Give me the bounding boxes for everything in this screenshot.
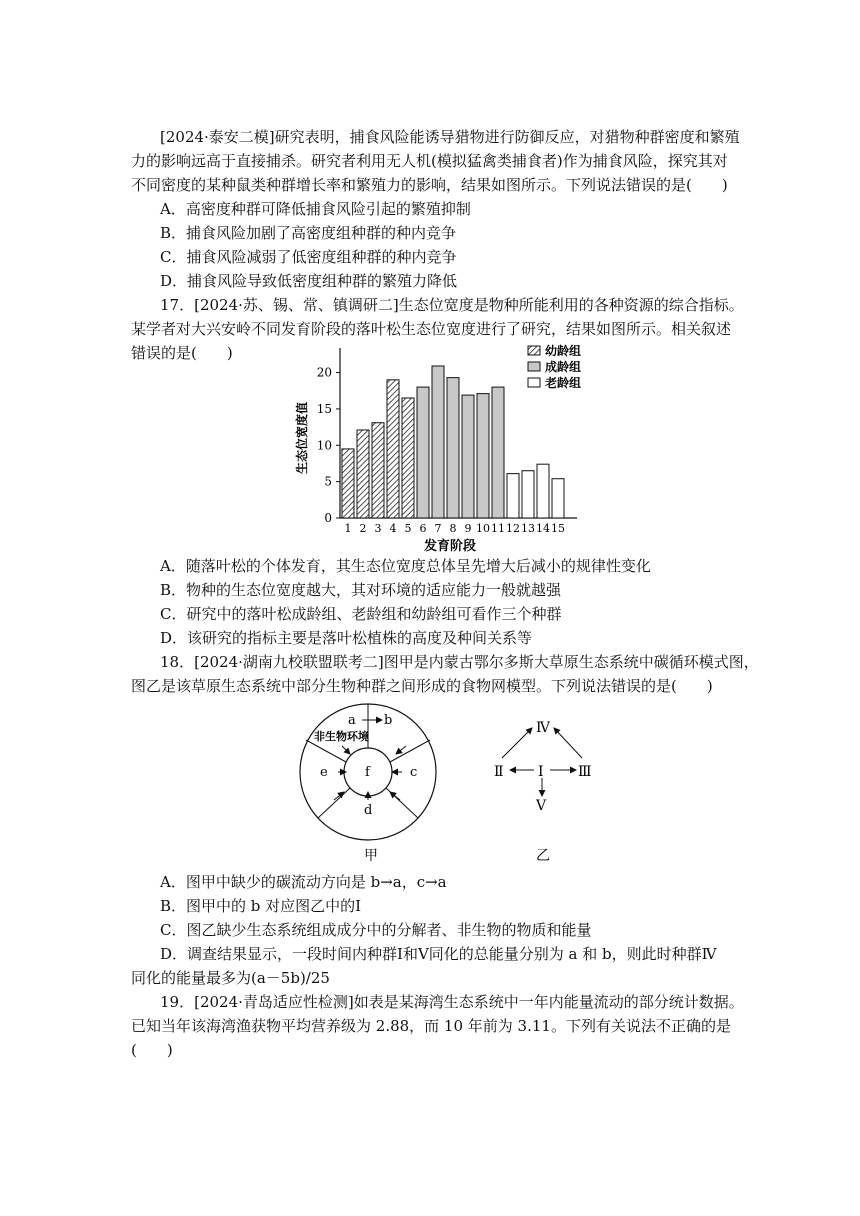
- q18-option-d-cont: 同化的能量最多为(a－5b)/25: [131, 969, 330, 987]
- bar-2: [357, 430, 369, 518]
- x-tick-label: 13: [521, 522, 535, 535]
- q16-option-a: A．高密度种群可降低捕食风险引起的繁殖抑制: [160, 200, 471, 218]
- node-i-label: Ⅰ: [538, 764, 544, 780]
- node-iii-label: Ⅲ: [578, 764, 592, 780]
- x-tick-label: 1: [344, 522, 352, 535]
- y-tick-label: 0: [324, 511, 332, 525]
- legend-swatch: [528, 378, 540, 387]
- legend-swatch: [528, 362, 540, 371]
- x-tick-label: 5: [404, 522, 412, 535]
- legend-label: 老龄组: [545, 376, 582, 390]
- x-tick-label: 12: [506, 522, 520, 535]
- x-tick-label: 15: [551, 522, 565, 535]
- bar-15: [552, 479, 564, 518]
- q17-stem-line: 某学者对大兴安岭不同发育阶段的落叶松生态位宽度进行了研究，结果如图所示。相关叙述: [131, 320, 732, 338]
- node-v-label: Ⅴ: [536, 798, 547, 814]
- bar-14: [537, 464, 549, 518]
- q18-option-d: D．调查结果显示，一段时间内种群Ⅰ和Ⅴ同化的总能量分别为 a 和 b，则此时种群Ⅳ: [160, 945, 717, 963]
- q19-stem-line: 19．[2024·青岛适应性检测]如表是某海湾生态系统中一年内能量流动的部分统计数据。: [160, 993, 744, 1011]
- node-ii-label: Ⅱ: [494, 764, 504, 780]
- node-b-label: b: [384, 713, 393, 728]
- q16-stem-line: 力的影响远高于直接捕杀。研究者利用无人机(模拟猛禽类捕食者)作为捕食风险，探究其对: [131, 152, 728, 170]
- x-tick-label: 8: [449, 522, 457, 535]
- abiotic-env-label: 非生物环境: [314, 730, 369, 743]
- node-d-label: d: [364, 803, 373, 818]
- q16-stem-line: 不同密度的某种鼠类种群增长率和繁殖力的影响，结果如图所示。下列说法错误的是( ): [131, 176, 728, 194]
- bar-4: [387, 380, 399, 518]
- node-f-label: f: [365, 765, 370, 780]
- node-c-label: c: [410, 765, 418, 780]
- q17-stem-line: 错误的是( ): [131, 344, 233, 362]
- food-web-diagram: [490, 710, 600, 866]
- node-a-label: a: [348, 713, 356, 728]
- bar-3: [372, 423, 384, 518]
- carbon-cycle-diagram: [290, 700, 460, 866]
- x-tick-label: 9: [464, 522, 472, 535]
- x-tick-label: 2: [359, 522, 367, 535]
- bar-11: [492, 387, 504, 518]
- q17-option-d: D．该研究的指标主要是落叶松植株的高度及种间关系等: [160, 629, 533, 647]
- q17-option-a: A．随落叶松的个体发育，其生态位宽度总体呈先增大后减小的规律性变化: [160, 557, 651, 575]
- y-axis-label: 生态位宽度值: [295, 401, 309, 475]
- bar-6: [417, 387, 429, 518]
- q16-stem-line: [2024·泰安二模]研究表明，捕食风险能诱导猎物进行防御反应，对猎物种群密度和繁殖: [160, 128, 740, 146]
- bar-7: [432, 366, 444, 518]
- x-tick-label: 3: [374, 522, 382, 535]
- q17-option-c: C．研究中的落叶松成龄组、老龄组和幼龄组可看作三个种群: [160, 605, 562, 623]
- q18-option-c: C．图乙缺少生态系统组成成分中的分解者、非生物的物质和能量: [160, 921, 592, 939]
- y-tick-label: 15: [316, 401, 332, 416]
- x-tick-label: 11: [491, 522, 505, 535]
- q17-stem-line: 17．[2024·苏、锡、常、镇调研二]生态位宽度是物种所能利用的各种资源的综合指标。: [160, 296, 744, 314]
- niche-width-bar-chart: [290, 338, 610, 552]
- bar-1: [342, 449, 354, 518]
- q16-option-b: B．捕食风险加剧了高密度组种群的种内竞争: [160, 224, 457, 242]
- x-tick-label: 10: [476, 522, 490, 535]
- bar-5: [402, 398, 414, 518]
- x-axis-label: 发育阶段: [423, 539, 477, 552]
- q19-stem-line: 已知当年该海湾渔获物平均营养级为 2.88，而 10 年前为 3.11。下列有关说法不正确的是: [131, 1017, 731, 1035]
- node-iv-label: Ⅳ: [536, 720, 550, 736]
- bar-13: [522, 471, 534, 518]
- q17-option-b: B．物种的生态位宽度越大，其对环境的适应能力一般就越强: [160, 581, 562, 599]
- q19-stem-line: ( ): [131, 1041, 173, 1059]
- q16-option-c: C．捕食风险减弱了低密度组种群的种内竞争: [160, 248, 457, 266]
- q18-option-a: A．图甲中缺少的碳流动方向是 b→a，c→a: [160, 873, 447, 891]
- node-e-label: e: [320, 765, 328, 780]
- y-tick-label: 5: [324, 474, 332, 489]
- y-tick-label: 20: [316, 365, 332, 380]
- bar-8: [447, 378, 459, 518]
- x-tick-label: 7: [434, 522, 442, 535]
- bar-10: [477, 394, 489, 518]
- x-tick-label: 6: [419, 522, 427, 535]
- q18-option-b: B．图甲中的 b 对应图乙中的Ⅰ: [160, 897, 362, 915]
- legend-swatch: [528, 346, 540, 355]
- bar-9: [462, 395, 474, 518]
- legend-label: 幼龄组: [545, 344, 582, 358]
- bar-12: [507, 474, 519, 518]
- x-tick-label: 14: [536, 522, 550, 535]
- q18-stem-line: 图乙是该草原生态系统中部分生物种群之间形成的食物网模型。下列说法错误的是( ): [131, 677, 713, 695]
- q18-stem-line: 18．[2024·湖南九校联盟联考二]图甲是内蒙古鄂尔多斯大草原生态系统中碳循环模式图，: [160, 653, 759, 671]
- legend-label: 成龄组: [545, 360, 582, 374]
- y-tick-label: 10: [316, 438, 332, 453]
- figure-yi-caption: 乙: [536, 848, 550, 864]
- q16-option-d: D．捕食风险导致低密度组种群的繁殖力降低: [160, 272, 458, 290]
- figure-jia-caption: 甲: [364, 848, 378, 864]
- x-tick-label: 4: [389, 522, 397, 535]
